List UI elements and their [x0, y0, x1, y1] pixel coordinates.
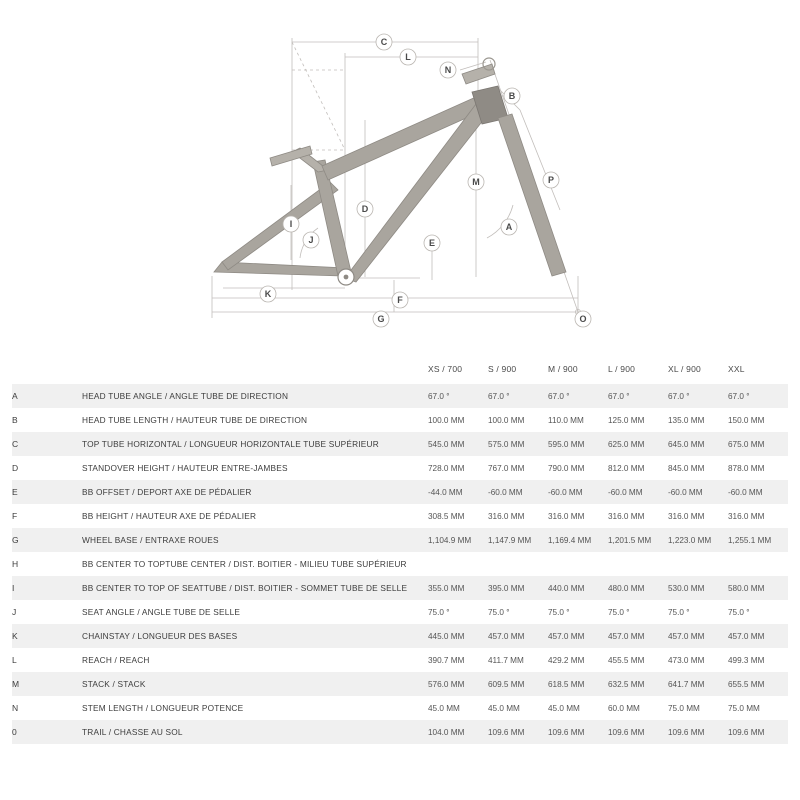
row-value-l	[608, 552, 668, 576]
row-measure-name: BB CENTER TO TOPTUBE CENTER / DIST. BOITIER - MILIEU TUBE SUPÉRIEUR	[82, 552, 428, 576]
row-value-xs: 545.0 MM	[428, 432, 488, 456]
row-measure-name: STACK / STACK	[82, 672, 428, 696]
header-letter	[12, 358, 82, 384]
row-value-xl: -60.0 MM	[668, 480, 728, 504]
row-measure-name: BB OFFSET / DEPORT AXE DE PÉDALIER	[82, 480, 428, 504]
row-measure-name: REACH / REACH	[82, 648, 428, 672]
row-value-xxl: 75.0 MM	[728, 696, 788, 720]
row-value-l: 316.0 MM	[608, 504, 668, 528]
table-row	[12, 648, 788, 672]
geometry-table	[12, 358, 788, 744]
row-value-s: 411.7 MM	[488, 648, 548, 672]
row-value-xs: 100.0 MM	[428, 408, 488, 432]
row-value-s: 109.6 MM	[488, 720, 548, 744]
row-value-xl: 457.0 MM	[668, 624, 728, 648]
row-value-xs: 45.0 MM	[428, 696, 488, 720]
row-letter: J	[12, 600, 82, 624]
row-value-s: 767.0 MM	[488, 456, 548, 480]
row-value-xxl: 675.0 MM	[728, 432, 788, 456]
row-value-xxl: 580.0 MM	[728, 576, 788, 600]
row-value-m: 429.2 MM	[548, 648, 608, 672]
row-value-m: -60.0 MM	[548, 480, 608, 504]
row-value-xl: 845.0 MM	[668, 456, 728, 480]
row-value-m: 1,169.4 MM	[548, 528, 608, 552]
svg-text:J: J	[308, 235, 314, 245]
table-row	[12, 576, 788, 600]
table-row	[12, 696, 788, 720]
table-row	[12, 552, 788, 576]
row-value-xs: 445.0 MM	[428, 624, 488, 648]
row-value-l: 75.0 °	[608, 600, 668, 624]
row-measure-name: BB CENTER TO TOP OF SEATTUBE / DIST. BOITIER - SOMMET TUBE DE SELLE	[82, 576, 428, 600]
row-letter: H	[12, 552, 82, 576]
row-value-xs: 308.5 MM	[428, 504, 488, 528]
row-value-xl: 109.6 MM	[668, 720, 728, 744]
row-measure-name: SEAT ANGLE / ANGLE TUBE DE SELLE	[82, 600, 428, 624]
row-value-xs: 104.0 MM	[428, 720, 488, 744]
row-value-xs: 355.0 MM	[428, 576, 488, 600]
row-value-l: 625.0 MM	[608, 432, 668, 456]
table-row	[12, 456, 788, 480]
row-value-xs: 75.0 °	[428, 600, 488, 624]
row-value-xl: 75.0 MM	[668, 696, 728, 720]
svg-text:K: K	[264, 289, 272, 299]
row-value-xs: 67.0 °	[428, 384, 488, 408]
row-value-s: 395.0 MM	[488, 576, 548, 600]
row-value-xs: 728.0 MM	[428, 456, 488, 480]
row-value-m: 45.0 MM	[548, 696, 608, 720]
row-value-l: 457.0 MM	[608, 624, 668, 648]
row-measure-name: STEM LENGTH / LONGUEUR POTENCE	[82, 696, 428, 720]
row-letter: I	[12, 576, 82, 600]
row-value-xxl: 878.0 MM	[728, 456, 788, 480]
row-value-xl: 75.0 °	[668, 600, 728, 624]
row-value-s: 45.0 MM	[488, 696, 548, 720]
table-row	[12, 528, 788, 552]
row-letter: K	[12, 624, 82, 648]
svg-text:P: P	[547, 175, 555, 185]
table-row	[12, 600, 788, 624]
table-row	[12, 672, 788, 696]
row-measure-name: BB HEIGHT / HAUTEUR AXE DE PÉDALIER	[82, 504, 428, 528]
row-measure-name: TOP TUBE HORIZONTAL / LONGUEUR HORIZONTALE TUBE SUPÉRIEUR	[82, 432, 428, 456]
table-row	[12, 504, 788, 528]
bike-geometry-diagram	[0, 0, 800, 350]
row-value-xl: 316.0 MM	[668, 504, 728, 528]
svg-text:F: F	[397, 295, 403, 305]
row-value-l: 60.0 MM	[608, 696, 668, 720]
row-value-xxl: 655.5 MM	[728, 672, 788, 696]
row-measure-name: HEAD TUBE ANGLE / ANGLE TUBE DE DIRECTION	[82, 384, 428, 408]
row-value-xl: 473.0 MM	[668, 648, 728, 672]
row-letter: M	[12, 672, 82, 696]
row-letter: G	[12, 528, 82, 552]
row-value-m: 75.0 °	[548, 600, 608, 624]
row-value-xs: 1,104.9 MM	[428, 528, 488, 552]
svg-text:A: A	[505, 222, 513, 232]
row-value-xxl	[728, 552, 788, 576]
table-row	[12, 480, 788, 504]
row-value-s: 100.0 MM	[488, 408, 548, 432]
header-size-l: L / 900	[608, 364, 636, 374]
table-row	[12, 624, 788, 648]
row-value-xxl: 499.3 MM	[728, 648, 788, 672]
svg-text:D: D	[361, 204, 369, 214]
row-value-l: 109.6 MM	[608, 720, 668, 744]
svg-text:I: I	[289, 219, 293, 229]
row-value-l: 125.0 MM	[608, 408, 668, 432]
row-value-xxl: -60.0 MM	[728, 480, 788, 504]
row-letter: 0	[12, 720, 82, 744]
table-header-row	[12, 358, 788, 384]
row-value-xs	[428, 552, 488, 576]
row-value-m: 440.0 MM	[548, 576, 608, 600]
row-value-s: 609.5 MM	[488, 672, 548, 696]
row-value-xl: 530.0 MM	[668, 576, 728, 600]
row-measure-name: CHAINSTAY / LONGUEUR DES BASES	[82, 624, 428, 648]
row-value-s: 575.0 MM	[488, 432, 548, 456]
svg-text:G: G	[377, 314, 385, 324]
row-value-xxl: 457.0 MM	[728, 624, 788, 648]
row-value-xxl: 1,255.1 MM	[728, 528, 788, 552]
header-size-m: M / 900	[548, 364, 578, 374]
table-row	[12, 432, 788, 456]
row-value-s	[488, 552, 548, 576]
row-value-l: 67.0 °	[608, 384, 668, 408]
svg-text:N: N	[444, 65, 452, 75]
row-value-m: 595.0 MM	[548, 432, 608, 456]
svg-text:O: O	[579, 314, 587, 324]
row-value-xl: 645.0 MM	[668, 432, 728, 456]
svg-text:C: C	[380, 37, 388, 47]
row-value-xs: -44.0 MM	[428, 480, 488, 504]
svg-text:M: M	[472, 177, 480, 187]
row-value-xl: 1,223.0 MM	[668, 528, 728, 552]
row-value-l: 812.0 MM	[608, 456, 668, 480]
row-value-xs: 390.7 MM	[428, 648, 488, 672]
row-value-m: 110.0 MM	[548, 408, 608, 432]
row-value-l: 632.5 MM	[608, 672, 668, 696]
row-measure-name: STANDOVER HEIGHT / HAUTEUR ENTRE-JAMBES	[82, 456, 428, 480]
row-value-l: 480.0 MM	[608, 576, 668, 600]
row-value-xl: 135.0 MM	[668, 408, 728, 432]
row-letter: F	[12, 504, 82, 528]
row-measure-name: TRAIL / CHASSE AU SOL	[82, 720, 428, 744]
row-value-m: 457.0 MM	[548, 624, 608, 648]
row-letter: D	[12, 456, 82, 480]
row-value-s: -60.0 MM	[488, 480, 548, 504]
row-value-xl	[668, 552, 728, 576]
row-letter: B	[12, 408, 82, 432]
row-value-l: -60.0 MM	[608, 480, 668, 504]
table-row	[12, 384, 788, 408]
header-size-xl: XL / 900	[668, 364, 701, 374]
row-value-m	[548, 552, 608, 576]
row-value-s: 67.0 °	[488, 384, 548, 408]
header-measure	[82, 358, 428, 384]
row-value-xxl: 150.0 MM	[728, 408, 788, 432]
row-letter: L	[12, 648, 82, 672]
row-measure-name: HEAD TUBE LENGTH / HAUTEUR TUBE DE DIRECTION	[82, 408, 428, 432]
svg-text:B: B	[508, 91, 516, 101]
row-value-m: 316.0 MM	[548, 504, 608, 528]
row-value-xs: 576.0 MM	[428, 672, 488, 696]
row-letter: C	[12, 432, 82, 456]
row-value-m: 109.6 MM	[548, 720, 608, 744]
row-value-s: 75.0 °	[488, 600, 548, 624]
row-value-xl: 67.0 °	[668, 384, 728, 408]
header-size-xxl: XXL	[728, 364, 745, 374]
header-size-s: S / 900	[488, 364, 517, 374]
svg-text:E: E	[428, 238, 436, 248]
row-letter: E	[12, 480, 82, 504]
row-measure-name: WHEEL BASE / ENTRAXE ROUES	[82, 528, 428, 552]
row-value-m: 67.0 °	[548, 384, 608, 408]
svg-text:L: L	[405, 52, 411, 62]
row-value-xxl: 67.0 °	[728, 384, 788, 408]
row-value-xxl: 75.0 °	[728, 600, 788, 624]
row-letter: N	[12, 696, 82, 720]
row-value-s: 457.0 MM	[488, 624, 548, 648]
table-row	[12, 408, 788, 432]
row-value-xl: 641.7 MM	[668, 672, 728, 696]
row-value-m: 618.5 MM	[548, 672, 608, 696]
row-value-s: 1,147.9 MM	[488, 528, 548, 552]
row-value-xxl: 109.6 MM	[728, 720, 788, 744]
row-value-l: 1,201.5 MM	[608, 528, 668, 552]
row-value-xxl: 316.0 MM	[728, 504, 788, 528]
table-row	[12, 720, 788, 744]
row-value-s: 316.0 MM	[488, 504, 548, 528]
row-value-m: 790.0 MM	[548, 456, 608, 480]
header-size-xs: XS / 700	[428, 364, 463, 374]
row-value-l: 455.5 MM	[608, 648, 668, 672]
row-letter: A	[12, 384, 82, 408]
